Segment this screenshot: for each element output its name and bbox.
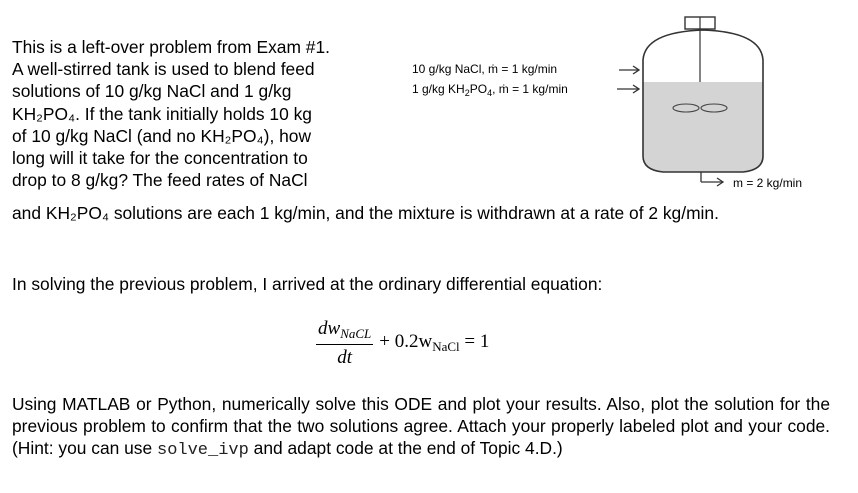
- feed1-label: 10 g/kg NaCl, ṁ = 1 kg/min: [412, 62, 558, 76]
- intro-line: KH₂PO₄. If the tank initially holds 10 kg: [12, 103, 312, 124]
- tank-diagram: [405, 10, 845, 200]
- problem-intro: [12, 36, 412, 191]
- ode-intro: In solving the previous problem, I arrived at the ordinary differential equation:: [12, 274, 603, 294]
- code-snippet: solve_ivp: [157, 441, 249, 461]
- ode-equation: [316, 315, 489, 371]
- tank-liquid: [643, 82, 763, 172]
- intro-line: solutions of 10 g/kg NaCl and 1 g/kg: [12, 81, 292, 102]
- fraction-numerator: $dw_{NaCL}$: [316, 318, 373, 345]
- problem-intro-continuation: and KH₂PO₄ solutions are each 1 kg/min, and the mixture is withdrawn at a rate of 2 kg/min.: [12, 203, 719, 223]
- feed2-label: 1 g/kg $KH_2PO_4$, ṁ = 1 kg/min: [412, 82, 568, 98]
- intro-line: drop to 8 g/kg? The feed rates of NaCl: [12, 170, 308, 191]
- intro-line: of 10 g/kg NaCl (and no KH₂PO₄), how: [12, 125, 312, 146]
- fraction-denominator: dt: [337, 346, 353, 368]
- equation-rest: + $0.2w_{NaCl} = 1$: [379, 331, 490, 354]
- intro-line: long will it take for the concentration to: [12, 148, 308, 169]
- outlet-label: m = 2 kg/min: [733, 176, 803, 190]
- instructions: Using MATLAB or Python, numerically solve this ODE and plot your results. Also, plot the solution for the previous problem to confirm that the two solutions agree. Attach your properly labeled plot and your code. (Hint: you can use solve_ivp and adapt code at the end of Topic 4.D.): [12, 394, 830, 461]
- intro-line: A well-stirred tank is used to blend feed: [12, 59, 315, 80]
- intro-line: This is a left-over problem from Exam #1.: [12, 37, 330, 57]
- derivative-fraction: [316, 318, 373, 369]
